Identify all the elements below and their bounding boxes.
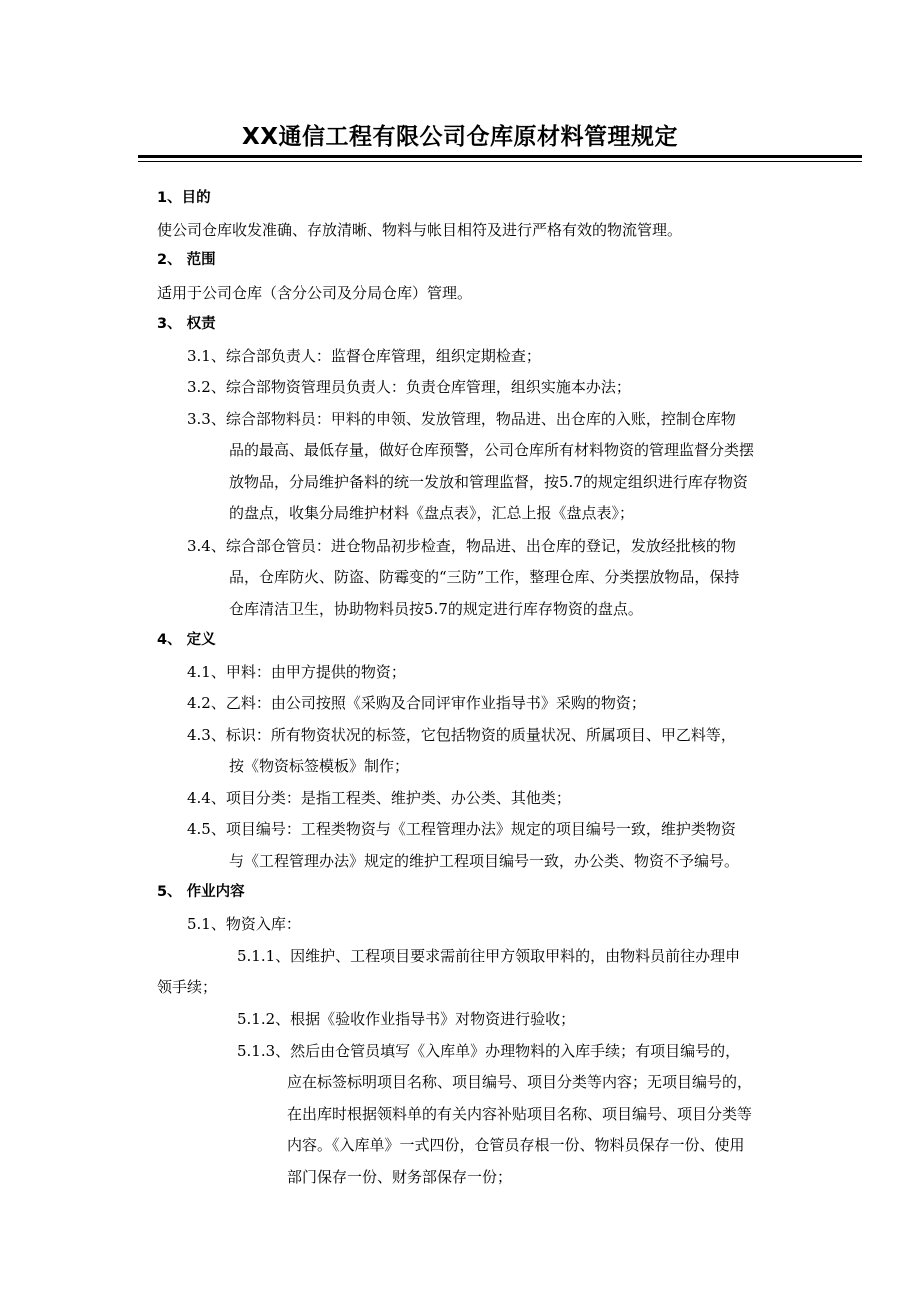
paragraph-line: 4.5、项目编号：工程类物资与《工程管理办法》规定的项目编号一致，维护类物资 — [187, 820, 736, 838]
section-heading: 2、 范围 — [157, 252, 216, 268]
paragraph-line: 使公司仓库收发准确、存放清晰、物料与帐目相符及进行严格有效的物流管理。 — [157, 221, 683, 239]
paragraph-line: 5.1、物资入库： — [187, 915, 301, 933]
paragraph-line: 3.3、综合部物料员：甲料的申领、发放管理，物品进、出仓库的入账，控制仓库物 — [187, 410, 736, 428]
document-title: XX通信工程有限公司仓库原材料管理规定 — [242, 124, 678, 150]
paragraph-line: 仓库清洁卫生，协助物料员按5.7的规定进行库存物资的盘点。 — [229, 600, 643, 618]
paragraph-line: 5.1.2、根据《验收作业指导书》对物资进行验收； — [237, 1010, 576, 1028]
paragraph-line: 的盘点，收集分局维护材料《盘点表》，汇总上报《盘点表》； — [229, 504, 635, 522]
paragraph-line: 3.1、综合部负责人：监督仓库管理，组织定期检查； — [187, 347, 541, 365]
paragraph-line: 5.1.3、然后由仓管员填写《入库单》办理物料的入库手续；有项目编号的， — [237, 1042, 741, 1060]
paragraph-line: 与《工程管理办法》规定的维护工程项目编号一致，办公类、物资不予编号。 — [229, 852, 740, 870]
paragraph-line: 在出库时根据领料单的有关内容补贴项目名称、项目编号、项目分类等 — [287, 1105, 753, 1123]
paragraph-line: 应在标签标明项目名称、项目编号、项目分类等内容；无项目编号的， — [287, 1073, 753, 1091]
paragraph-line: 3.4、综合部仓管员：进仓物品初步检查，物品进、出仓库的登记，发放经批核的物 — [187, 537, 736, 555]
section-heading: 3、 权责 — [157, 316, 216, 332]
paragraph-line: 内容。《入库单》一式四份，仓管员存根一份、物料员保存一份、使用 — [287, 1136, 745, 1154]
paragraph-line: 品的最高、最低存量，做好仓库预警，公司仓库所有材料物资的管理监督分类摆 — [229, 441, 755, 459]
section-heading: 1、目的 — [157, 190, 211, 206]
paragraph-line: 部门保存一份、财务部保存一份； — [287, 1168, 513, 1186]
paragraph-line: 4.2、乙料：由公司按照《采购及合同评审作业指导书》采购的物资； — [187, 694, 646, 712]
paragraph-line: 3.2、综合部物资管理员负责人：负责仓库管理，组织实施本办法； — [187, 378, 631, 396]
title-rule-thick — [138, 155, 862, 158]
paragraph-line: 4.1、甲料：由甲方提供的物资； — [187, 663, 406, 681]
title-rule-thin — [138, 161, 862, 162]
paragraph-line: 适用于公司仓库（含分公司及分局仓库）管理。 — [157, 284, 473, 302]
paragraph-line: 5.1.1、因维护、工程项目要求需前往甲方领取甲料的，由物料员前往办理申 — [237, 947, 741, 965]
section-heading: 4、 定义 — [157, 632, 216, 648]
section-heading: 5、 作业内容 — [157, 884, 245, 900]
paragraph-line: 品，仓库防火、防盗、防霉变的“三防”工作，整理仓库、分类摆放物品，保持 — [229, 568, 740, 586]
paragraph-line: 4.4、项目分类：是指工程类、维护类、办公类、其他类； — [187, 789, 571, 807]
paragraph-line: 领手续； — [157, 978, 218, 996]
paragraph-line: 放物品，分局维护备料的统一发放和管理监督，按5.7的规定组织进行库存物资 — [229, 473, 748, 491]
paragraph-line: 按《物资标签模板》制作； — [229, 757, 410, 775]
paragraph-line: 4.3、标识：所有物资状况的标签，它包括物资的质量状况、所属项目、甲乙料等， — [187, 726, 736, 744]
